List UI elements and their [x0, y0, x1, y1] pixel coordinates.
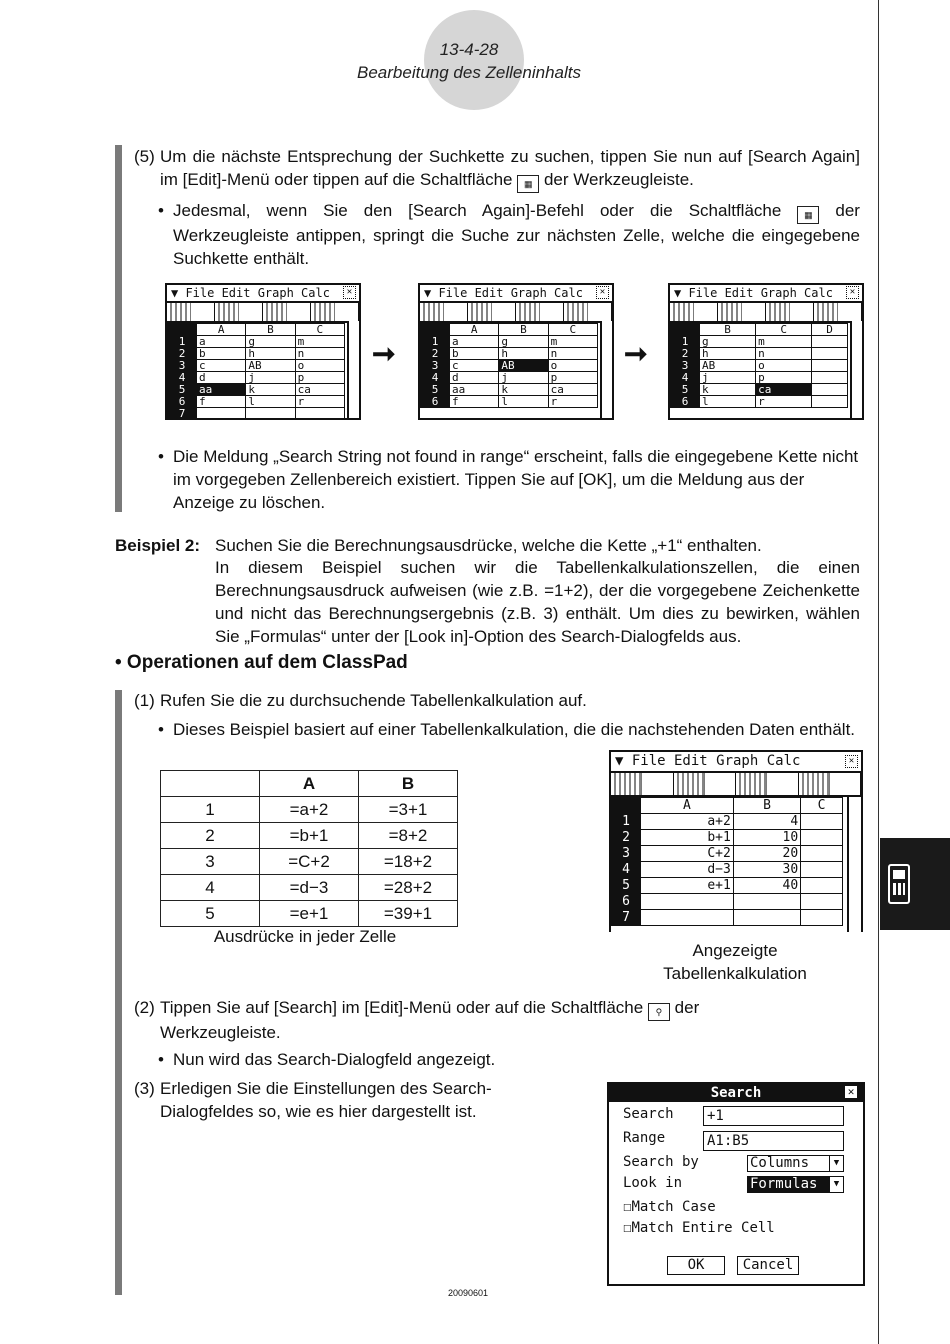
- search-by-select[interactable]: Columns ▼: [747, 1155, 844, 1172]
- column-header[interactable]: C: [801, 798, 843, 814]
- calculator-screen-2: [418, 283, 614, 420]
- menu-bar: ▼ File Edit Graph Calc ✕: [420, 285, 612, 303]
- cell[interactable]: [801, 894, 843, 910]
- cell[interactable]: b: [197, 348, 246, 360]
- display-caption-1: Angezeigte: [692, 941, 778, 960]
- look-in-select[interactable]: Formulas ▼: [747, 1176, 844, 1193]
- cell[interactable]: l: [499, 396, 548, 408]
- table-row: [671, 348, 848, 360]
- row-header[interactable]: 1: [671, 336, 700, 348]
- step3-line2: Dialogfeldes so, wie es hier dargestellt ist.: [160, 1102, 477, 1121]
- table-row: [612, 862, 843, 878]
- column-header[interactable]: C: [756, 324, 812, 336]
- chevron-down-icon: ▼: [829, 1156, 843, 1171]
- cell[interactable]: AB: [246, 360, 295, 372]
- table-cell: =28+2: [359, 875, 458, 901]
- spreadsheet-grid: [611, 797, 843, 926]
- cell[interactable]: [812, 384, 848, 396]
- arrow-right-icon: ➞: [372, 338, 396, 369]
- cell[interactable]: [801, 910, 843, 926]
- margin-bar: [115, 145, 122, 512]
- row-header[interactable]: 3: [421, 360, 450, 372]
- column-header[interactable]: A: [641, 798, 734, 814]
- column-header[interactable]: B: [246, 324, 295, 336]
- table-row: [161, 875, 458, 901]
- page-number: 13-4-28: [439, 40, 499, 59]
- menu-bar: ▼ File Edit Graph Calc ✕: [611, 752, 861, 773]
- table-cell: =d−3: [260, 875, 359, 901]
- cell[interactable]: h: [246, 348, 295, 360]
- cell[interactable]: m: [548, 336, 597, 348]
- cell[interactable]: r: [295, 396, 344, 408]
- cell[interactable]: [801, 830, 843, 846]
- table-row: [168, 384, 345, 396]
- cell[interactable]: d: [450, 372, 499, 384]
- cell[interactable]: [801, 878, 843, 894]
- column-header[interactable]: B: [700, 324, 756, 336]
- table-row: [421, 348, 598, 360]
- search-icon: ⚲: [648, 1003, 670, 1021]
- step3-line1: Erledigen Sie die Einstellungen des Search-: [160, 1079, 492, 1098]
- cell[interactable]: 20: [733, 846, 800, 862]
- table-cell: 4: [161, 875, 260, 901]
- search-again-icon: ▦: [517, 175, 539, 193]
- cell[interactable]: 30: [733, 862, 800, 878]
- table-cell: 3: [161, 849, 260, 875]
- table-cell: 5: [161, 901, 260, 927]
- scrollbar: [850, 321, 862, 418]
- cell[interactable]: k: [700, 384, 756, 396]
- step-number: (3): [134, 1079, 155, 1098]
- step5-text: Um die nächste Entsprechung der Suchkette zu suchen, tippen Sie nun auf [Search Again] im [Edit]-Menü oder tippen auf die Schaltfläche ▦ der Werkzeugleiste.: [160, 145, 860, 193]
- row-header[interactable]: 1: [421, 336, 450, 348]
- cell[interactable]: ca: [295, 384, 344, 396]
- cell[interactable]: j: [499, 372, 548, 384]
- table-cell: =18+2: [359, 849, 458, 875]
- header-circle: [424, 10, 524, 110]
- cell[interactable]: p: [548, 372, 597, 384]
- table-row: [612, 830, 843, 846]
- range-input[interactable]: A1:B5: [703, 1131, 844, 1151]
- calculator-icon: [888, 864, 910, 904]
- table-cell: =39+1: [359, 901, 458, 927]
- cell[interactable]: AB: [499, 360, 548, 372]
- chevron-down-icon: ▼: [829, 1177, 843, 1192]
- cell[interactable]: l: [246, 396, 295, 408]
- step2-text: Tippen Sie auf [Search] im [Edit]-Menü oder auf die Schaltfläche ⚲ der Werkzeugleiste.: [160, 998, 700, 1042]
- spreadsheet-grid: [167, 323, 345, 420]
- row-header[interactable]: 3: [168, 360, 197, 372]
- table-row: [161, 797, 458, 823]
- table-row: [161, 849, 458, 875]
- table-row: [168, 348, 345, 360]
- cell[interactable]: a: [197, 336, 246, 348]
- cell[interactable]: 40: [733, 878, 800, 894]
- table-cell: =8+2: [359, 823, 458, 849]
- cell[interactable]: [197, 408, 246, 420]
- toolbar: [167, 303, 359, 323]
- table-cell: =e+1: [260, 901, 359, 927]
- step2-bullet: Nun wird das Search-Dialogfeld angezeigt.: [173, 1050, 496, 1069]
- cell[interactable]: c: [450, 360, 499, 372]
- table-row: [168, 372, 345, 384]
- table-row: [421, 384, 598, 396]
- table-row: [168, 408, 345, 420]
- row-header[interactable]: 3: [612, 846, 641, 862]
- table-row: [168, 336, 345, 348]
- cell[interactable]: [812, 396, 848, 408]
- cell[interactable]: 10: [733, 830, 800, 846]
- column-header: [161, 771, 260, 797]
- cell[interactable]: [733, 910, 800, 926]
- match-case-checkbox[interactable]: ☐Match Case: [623, 1199, 716, 1215]
- table-row: [168, 360, 345, 372]
- cell[interactable]: d: [197, 372, 246, 384]
- row-header[interactable]: 3: [671, 360, 700, 372]
- table-row: [612, 846, 843, 862]
- table-row: [671, 372, 848, 384]
- table-row: [612, 894, 843, 910]
- cancel-button[interactable]: Cancel: [737, 1256, 799, 1275]
- row-header[interactable]: 4: [671, 372, 700, 384]
- row-header[interactable]: 5: [168, 384, 197, 396]
- spreadsheet-grid: [670, 323, 848, 408]
- close-icon[interactable]: ✕: [845, 1086, 857, 1098]
- cell[interactable]: ca: [756, 384, 812, 396]
- cell[interactable]: [295, 408, 344, 420]
- cell[interactable]: 4: [733, 814, 800, 830]
- displayed-spreadsheet-screen: [609, 750, 863, 932]
- cell[interactable]: p: [295, 372, 344, 384]
- search-again-icon: ▦: [797, 206, 819, 224]
- cell[interactable]: k: [499, 384, 548, 396]
- cell[interactable]: ca: [548, 384, 597, 396]
- scrollbar: [847, 797, 861, 932]
- step5-bullet1: Jedesmal, wenn Sie den [Search Again]-Befehl oder die Schaltfläche ▦ der Werkzeugleiste antippen, springt die Suche zur nächsten Zelle, welche die eingegebene Suchkette enthält.: [173, 201, 860, 268]
- cell[interactable]: [812, 360, 848, 372]
- step-number: (5): [134, 147, 155, 166]
- table-caption: Ausdrücke in jeder Zelle: [213, 927, 397, 946]
- table-row: [671, 360, 848, 372]
- row-header[interactable]: 1: [168, 336, 197, 348]
- cell[interactable]: o: [548, 360, 597, 372]
- table-row: [421, 396, 598, 408]
- table-cell: =C+2: [260, 849, 359, 875]
- column-header[interactable]: A: [197, 324, 246, 336]
- search-input[interactable]: +1: [703, 1106, 844, 1126]
- row-header[interactable]: 6: [671, 396, 700, 408]
- dialog-title: Search ✕: [609, 1084, 863, 1102]
- arrow-right-icon: ➞: [624, 338, 648, 369]
- cell[interactable]: g: [499, 336, 548, 348]
- cell[interactable]: f: [197, 396, 246, 408]
- column-header: B: [359, 771, 458, 797]
- display-caption-2: Tabellenkalkulation: [663, 964, 807, 983]
- calculator-screen-1: [165, 283, 361, 420]
- row-header[interactable]: 7: [168, 408, 197, 420]
- scrollbar: [600, 321, 612, 418]
- search-by-label: Search by: [623, 1154, 699, 1170]
- cell[interactable]: [246, 408, 295, 420]
- table-row: [671, 336, 848, 348]
- cell[interactable]: o: [756, 360, 812, 372]
- expression-table: [160, 770, 458, 927]
- cell[interactable]: [641, 910, 734, 926]
- cell[interactable]: aa: [197, 384, 246, 396]
- table-cell: 2: [161, 823, 260, 849]
- spreadsheet-grid: [420, 323, 598, 408]
- menu-bar: ▼ File Edit Graph Calc ✕: [670, 285, 862, 303]
- column-header[interactable]: D: [812, 324, 848, 336]
- cell[interactable]: a: [450, 336, 499, 348]
- search-dialog: [607, 1082, 865, 1286]
- row-header[interactable]: 1: [612, 814, 641, 830]
- cell[interactable]: [801, 862, 843, 878]
- cell[interactable]: m: [756, 336, 812, 348]
- cell[interactable]: o: [295, 360, 344, 372]
- step-number: (1): [134, 691, 155, 710]
- toolbar: [611, 773, 861, 797]
- row-header[interactable]: 2: [612, 830, 641, 846]
- margin-bar: [115, 690, 122, 1295]
- table-row: [612, 878, 843, 894]
- table-cell: =b+1: [260, 823, 359, 849]
- range-label: Range: [623, 1130, 666, 1146]
- cell[interactable]: [641, 894, 734, 910]
- cell[interactable]: g: [700, 336, 756, 348]
- cell[interactable]: m: [295, 336, 344, 348]
- table-cell: =a+2: [260, 797, 359, 823]
- column-header[interactable]: B: [733, 798, 800, 814]
- row-header[interactable]: 5: [612, 878, 641, 894]
- cell[interactable]: g: [246, 336, 295, 348]
- cell[interactable]: n: [295, 348, 344, 360]
- cell[interactable]: n: [756, 348, 812, 360]
- scrollbar: [347, 321, 359, 418]
- table-row: [161, 901, 458, 927]
- cell[interactable]: C+2: [641, 846, 734, 862]
- step1-text: Rufen Sie die zu durchsuchende Tabellenkalkulation auf.: [160, 691, 587, 710]
- step-number: (2): [134, 998, 155, 1017]
- row-header[interactable]: 5: [421, 384, 450, 396]
- table-cell: =3+1: [359, 797, 458, 823]
- toolbar: [420, 303, 612, 323]
- calculator-screen-3: [668, 283, 864, 420]
- cell[interactable]: h: [499, 348, 548, 360]
- page-edge-rule: [878, 0, 879, 1344]
- example-line1: Suchen Sie die Berechnungsausdrücke, welche die Kette „+1“ enthalten.: [215, 536, 762, 555]
- step1-bullet: Dieses Beispiel basiert auf einer Tabellenkalkulation, die die nachstehenden Daten enthält.: [173, 720, 856, 739]
- table-cell: 1: [161, 797, 260, 823]
- cell[interactable]: d−3: [641, 862, 734, 878]
- table-row: [168, 396, 345, 408]
- row-header[interactable]: 2: [671, 348, 700, 360]
- row-header[interactable]: 7: [612, 910, 641, 926]
- cell[interactable]: b: [450, 348, 499, 360]
- row-header[interactable]: 6: [168, 396, 197, 408]
- cell[interactable]: l: [700, 396, 756, 408]
- cell[interactable]: n: [548, 348, 597, 360]
- look-in-label: Look in: [623, 1175, 683, 1191]
- table-row: [161, 823, 458, 849]
- column-header[interactable]: C: [548, 324, 597, 336]
- menu-bar: ▼ File Edit Graph Calc ✕: [167, 285, 359, 303]
- cell[interactable]: [801, 846, 843, 862]
- cell[interactable]: a+2: [641, 814, 734, 830]
- row-header[interactable]: 4: [612, 862, 641, 878]
- row-header[interactable]: 6: [612, 894, 641, 910]
- column-header[interactable]: B: [499, 324, 548, 336]
- row-header[interactable]: 2: [168, 348, 197, 360]
- section-title: Bearbeitung des Zelleninhalts: [357, 63, 581, 82]
- toolbar: [670, 303, 862, 323]
- row-header[interactable]: 4: [421, 372, 450, 384]
- cell[interactable]: [733, 894, 800, 910]
- match-entire-cell-checkbox[interactable]: ☐Match Entire Cell: [623, 1220, 775, 1236]
- cell[interactable]: AB: [700, 360, 756, 372]
- cell[interactable]: [812, 348, 848, 360]
- example-label: Beispiel 2:: [115, 536, 201, 555]
- table-row: [421, 360, 598, 372]
- operations-heading: • Operationen auf dem ClassPad: [115, 652, 408, 673]
- column-header[interactable]: A: [450, 324, 499, 336]
- column-header[interactable]: C: [295, 324, 344, 336]
- search-label: Search: [623, 1106, 674, 1122]
- table-row: [612, 814, 843, 830]
- example-body: In diesem Beispiel suchen wir die Tabellenkalkulationszellen, die einen Berechnungsausdruck aufweisen (wie z.B. =1+2), der die vorgegebene Zeichenkette und nicht das Berechnungsergebnis (z.B. 3) enthält. Um dies zu bewirken, wählen Sie „Formulas“ unter der [Look in]-Option des Search-Dialogfelds aus.: [215, 558, 860, 646]
- cell[interactable]: r: [756, 396, 812, 408]
- cell[interactable]: [812, 336, 848, 348]
- cell[interactable]: b+1: [641, 830, 734, 846]
- table-row: [671, 384, 848, 396]
- cell[interactable]: aa: [450, 384, 499, 396]
- table-row: [421, 336, 598, 348]
- cell[interactable]: r: [548, 396, 597, 408]
- cell[interactable]: j: [246, 372, 295, 384]
- cell[interactable]: f: [450, 396, 499, 408]
- footer-code: 20090601: [447, 1288, 489, 1298]
- cell[interactable]: [801, 814, 843, 830]
- ok-button[interactable]: OK: [667, 1256, 725, 1275]
- cell[interactable]: c: [197, 360, 246, 372]
- cell[interactable]: p: [756, 372, 812, 384]
- row-header[interactable]: 5: [671, 384, 700, 396]
- step5-bullet2: Die Meldung „Search String not found in range“ erscheint, falls die eingegebene Kette nicht im vorgegeben Zellenbereich existiert. Tippen Sie auf [OK], um die Meldung aus der Anzeige zu löschen.: [173, 447, 859, 512]
- cell[interactable]: k: [246, 384, 295, 396]
- cell[interactable]: j: [700, 372, 756, 384]
- row-header[interactable]: 4: [168, 372, 197, 384]
- row-header[interactable]: 6: [421, 396, 450, 408]
- table-row: [421, 372, 598, 384]
- cell[interactable]: e+1: [641, 878, 734, 894]
- row-header[interactable]: 2: [421, 348, 450, 360]
- cell[interactable]: [812, 372, 848, 384]
- column-header: A: [260, 771, 359, 797]
- chapter-tab: [880, 838, 950, 930]
- cell[interactable]: h: [700, 348, 756, 360]
- table-row: [671, 396, 848, 408]
- table-row: [612, 910, 843, 926]
